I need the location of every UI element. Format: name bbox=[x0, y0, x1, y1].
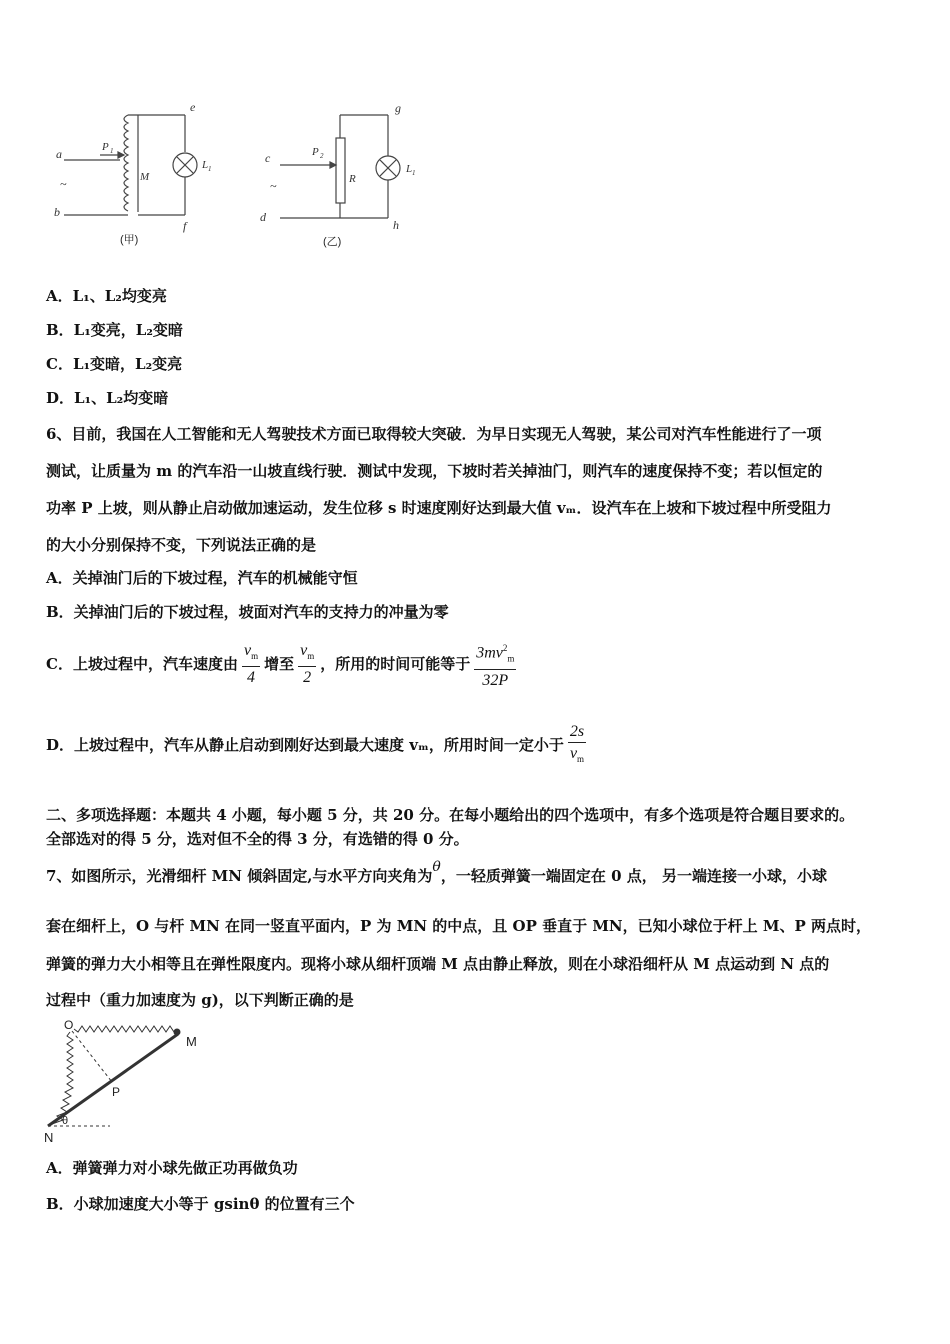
fraction-2s-over-vm bbox=[568, 722, 586, 770]
circuit-figures bbox=[40, 100, 440, 260]
label-tilde-yi: ~ bbox=[270, 179, 277, 193]
label-d: d bbox=[260, 210, 266, 224]
label-b: b bbox=[54, 205, 60, 219]
frac3-num-sub: m bbox=[507, 653, 515, 664]
q7-stem-line-2: 套在细杆上，O 与杆 MN 在同一竖直平面内，P 为 MN 的中点，且 OP 垂直于 MN，已知小球位于杆上 M、P 两点时， bbox=[46, 917, 871, 935]
q6-stem-line-3: 功率 P 上坡，则从静止启动做加速运动，发生位移 s 时速度刚好达到最大值 vₘ．设汽车在上坡和下坡过程中所受阻力 bbox=[46, 499, 832, 517]
label-p1-sub: 1 bbox=[110, 147, 114, 155]
caption-yi: (乙) bbox=[323, 236, 342, 248]
q7-label-o: O bbox=[64, 1018, 74, 1032]
q5-option-d: D．L₁、L₂均变暗 bbox=[46, 389, 169, 407]
q7-label-m: M bbox=[186, 1034, 197, 1049]
q6-option-c bbox=[46, 638, 520, 692]
frac2-num: v bbox=[300, 641, 308, 659]
frac1-num-sub: m bbox=[251, 650, 259, 661]
q7-figure bbox=[40, 1018, 220, 1148]
q6-option-c-suffix: ，所用的时间可能等于 bbox=[320, 654, 471, 673]
caption-jia: (甲) bbox=[120, 234, 139, 246]
q7-line1-suffix: ，一轻质弹簧一端固定在 0 点， 另一端连接一小球，小球 bbox=[440, 867, 827, 885]
label-p1: P bbox=[102, 141, 109, 153]
label-c: c bbox=[265, 151, 271, 165]
frac4-den-sub: m bbox=[577, 754, 585, 765]
q6-option-c-prefix: C．上坡过程中，汽车速度由 bbox=[46, 654, 238, 673]
q7-label-theta: θ bbox=[62, 1115, 69, 1127]
fraction-3mvm2-over-32p bbox=[474, 638, 516, 692]
label-l1-jia: L bbox=[202, 159, 209, 171]
label-l1-yi-sub: 1 bbox=[412, 169, 416, 177]
label-m: M bbox=[140, 171, 150, 183]
q7-stem-line-4: 过程中（重力加速度为 g)，以下判断正确的是 bbox=[46, 991, 354, 1009]
label-h: h bbox=[393, 218, 399, 232]
frac1-num: v bbox=[243, 641, 252, 659]
label-l1-jia-sub: 1 bbox=[208, 165, 212, 173]
q6-option-b: B．关掉油门后的下坡过程，坡面对汽车的支持力的冲量为零 bbox=[46, 603, 449, 621]
section2-line-2: 全部选对的得 5 分，选对但不全的得 3 分，有选错的得 0 分。 bbox=[46, 830, 469, 848]
frac3-den: 32P bbox=[482, 671, 509, 689]
frac4-den: v bbox=[569, 745, 578, 762]
label-a: a bbox=[56, 147, 62, 161]
q5-option-b: B．L₁变亮，L₂变暗 bbox=[46, 321, 183, 339]
q6-option-d bbox=[46, 722, 590, 770]
label-e: e bbox=[190, 100, 196, 114]
frac3-num: 3mv bbox=[476, 644, 503, 662]
q6-stem-line-1: 6、目前，我国在人工智能和无人驾驶技术方面已取得较大突破．为早日实现无人驾驶，某公司对汽车性能进行了一项 bbox=[46, 425, 822, 443]
q7-stem-line-3: 弹簧的弹力大小相等且在弹性限度内。现将小球从细杆顶端 M 点由静止释放，则在小球沿细杆从 M 点运动到 N 点的 bbox=[46, 955, 830, 973]
q7-label-n: N bbox=[44, 1130, 54, 1145]
circuit-yi bbox=[280, 115, 400, 218]
fraction-vm-over-4 bbox=[242, 641, 260, 689]
q6-option-c-mid: 增至 bbox=[264, 654, 295, 673]
section2-line-1: 二、多项选择题：本题共 4 小题，每小题 5 分，共 20 分。在每小题给出的四个选项中，有多个选项是符合题目要求的。 bbox=[46, 806, 855, 824]
frac3-num-sup: 2 bbox=[502, 643, 508, 653]
label-l1-yi: L bbox=[406, 163, 413, 175]
q7-line1-prefix: 7、如图所示，光滑细杆 MN 倾斜固定,与水平方向夹角为 bbox=[46, 867, 433, 885]
fraction-vm-over-2 bbox=[298, 641, 316, 689]
circuit-jia bbox=[64, 115, 197, 215]
q7-stem-line-1 bbox=[46, 859, 827, 887]
label-g: g bbox=[395, 101, 401, 115]
q6-stem-line-2: 测试，让质量为 m 的汽车沿一山坡直线行驶．测试中发现，下坡时若关掉油门，则汽车的速度保持不变；若以恒定的 bbox=[46, 462, 823, 480]
q7-option-a: A．弹簧弹力对小球先做正功再做负功 bbox=[46, 1159, 298, 1177]
q6-stem-line-4: 的大小分别保持不变，下列说法正确的是 bbox=[46, 536, 317, 554]
frac2-num-sub: m bbox=[307, 650, 315, 661]
frac2-den: 2 bbox=[303, 668, 312, 686]
label-p2: P bbox=[312, 146, 319, 158]
label-tilde-jia: ~ bbox=[60, 177, 67, 191]
q6-option-a: A．关掉油门后的下坡过程，汽车的机械能守恒 bbox=[46, 569, 358, 587]
q5-option-a: A．L₁、L₂均变亮 bbox=[46, 287, 167, 305]
frac4-num: 2s bbox=[568, 722, 586, 743]
q6-option-d-prefix: D．上坡过程中，汽车从静止启动到刚好达到最大速度 vₘ，所用时间一定小于 bbox=[46, 736, 564, 755]
q7-label-p: P bbox=[112, 1085, 121, 1099]
label-r: R bbox=[349, 173, 356, 185]
label-f: f bbox=[183, 219, 187, 233]
frac1-den: 4 bbox=[247, 668, 256, 686]
theta-symbol: θ bbox=[432, 859, 441, 875]
q7-option-b: B．小球加速度大小等于 gsinθ 的位置有三个 bbox=[46, 1195, 355, 1213]
q5-option-c: C．L₁变暗，L₂变亮 bbox=[46, 355, 183, 373]
label-p2-sub: 2 bbox=[320, 152, 324, 160]
